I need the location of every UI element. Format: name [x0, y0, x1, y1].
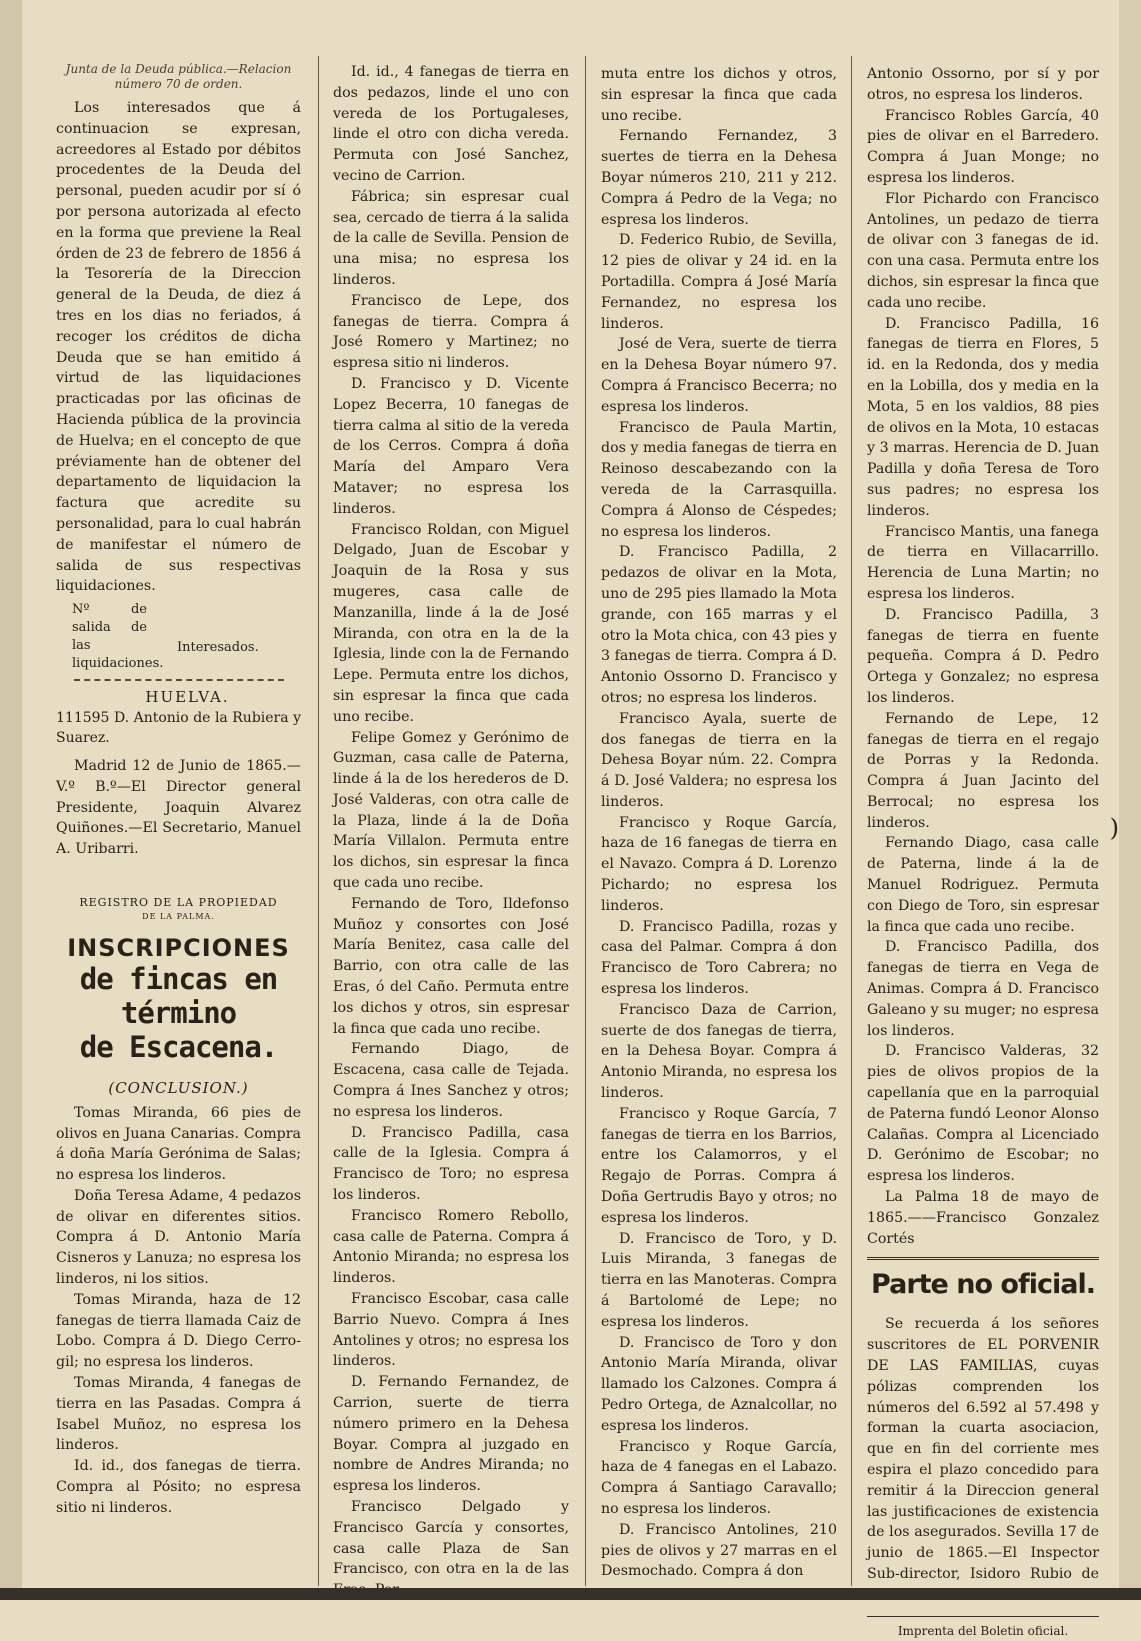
list-item: D. Francisco Padilla, 3 fanegas de tierra en fuente pequeña. Compra á D. Pedro Ortega y Gonzalez; no espresa los linderos. — [867, 606, 1099, 706]
divider — [74, 679, 284, 681]
madrid-signature: Madrid 12 de Junio de 1865.—V.º B.º—El Director general Presidente, Joaquin Alvarez Quiñones.—El Secretario, Manuel A. Uribarri. — [56, 757, 301, 858]
list-item: Francisco Delgado y Francisco García y consortes, casa calle Plaza de San Francisco, con otra en la de las — [333, 1498, 569, 1578]
list-item: Francisco de Paula Martin, dos y media fanegas de tierra en Reinoso descabezando con la vereda de la Carrasquilla. Compra á Alonso de Céspedes; no espresa los linderos. — [601, 419, 837, 540]
list-item: Id. id., dos fanegas de tierra. Compra al Pósito; no espresa sitio ni linderos. — [56, 1458, 301, 1516]
page-right-edge — [1119, 0, 1141, 1600]
list-item: muta entre los dichos y otros, sin espresar la finca que cada uno recibe. — [601, 66, 837, 124]
list-item: D. Francisco Padilla, 16 fanegas de tierra en Flores, 5 id. en la Redonda, dos y media en la Lobilla, dos y media en la Mota, 5 en los valdios, 88 pies de olivos en la Mota, 10 estacas y 3 marras. Herencia de D. Juan Padilla y doña Teresa de Toro sus padres; no espresa los linderos. — [867, 315, 1099, 519]
list-item: D. Francisco Padilla, casa calle de la Iglesia. Compra á Francisco de Toro; no espresa los linderos. — [333, 1124, 569, 1204]
list-item: Id. id., 4 fanegas de tierra en dos pedazos, linde el uno con vereda de los Portugaleses, linde el otro con dicha vereda. Permuta con José Sanchez, vecino de Carrion. — [333, 64, 569, 184]
relacion-header: Junta de la Deuda pública.—Relacion número 70 de orden. — [65, 62, 292, 91]
title-inscripciones: INSCRIPCIONES — [67, 933, 290, 962]
list-item: D. Francisco Valderas, 32 pies de olivos propios de la capellanía que en la parroquial de Paterna fundó Leonor Alonso Calañas. Compra al Licenciado D. Gerónimo de Escobar; no espresa los linderos. — [867, 1043, 1099, 1185]
list-item: D. Francisco de Toro, y D. Luis Miranda, 3 fanegas de tierra en las Manoteras. Compra á Bartolomé de Lepe; no espresa los linderos. — [601, 1230, 837, 1330]
list-item: Fernando de Toro, Ildefonso Muñoz y consortes con José María Benitez, casa calle del Barrio, con otra calle de las Eras, ó del Caño. Permuta entre los dichos y otros, sin espresar la finca que cada uno recibe. — [333, 895, 569, 1037]
notice-paragraph: Se recuerda á los señores suscritores de EL PORVENIR DE LAS FAMILIAS, cuyas pólizas comprenden los números del 6.592 al 57.498 y forman la cuarta asociacion, que en fin del corriente mes espira el plazo concedido para remitir á la Direccion general las justificaciones de existencia de los asegurados. Sevilla 17 de junio de 1865.—El Inspector Sub-director, Isidoro Rubio de — [867, 1316, 1099, 1582]
list-item: D. Francisco y D. Vicente Lopez Becerra, 10 fanegas de tierra calma al sitio de la vereda de los Cerros. Compra á doña María del Amparo Vera Mataver; no espresa los linderos. — [333, 375, 569, 517]
column-1 — [56, 62, 301, 1519]
registro-subtitle: DE LA PALMA. — [142, 911, 215, 921]
list-item: Tomas Miranda, 4 fanegas de tierra en las Pasadas. Compra á Isabel Muñoz, no espresa los linderos. — [56, 1375, 301, 1454]
list-item: Francisco Roldan, con Miguel Delgado, Juan de Escobar y Joaquin de la Rosa y sus mugeres, casa calle de Manzanilla, linde á la de José Miranda, con otra en la de la Iglesia, linde con la de Fernando Lepe. Permuta entre los dichos, sin espresar la finca que cada uno recibe. — [333, 521, 569, 725]
list-item: Tomas Miranda, haza de 12 fanegas de tierra llamada Caiz de Lobo. Compra á D. Diego Cerro-gil; no espresa los linderos. — [56, 1291, 301, 1371]
list-item: Francisco y Roque García, 7 fanegas de tierra en los Barrios, entre los Calamorros, y el Regajo de Porras. Compra á Doña Gertrudis Bayo y otros; no espresa los linderos. — [601, 1105, 837, 1226]
list-item: Antonio Ossorno, por sí y por otros, no espresa los linderos. — [867, 66, 1099, 103]
column-3 — [601, 64, 837, 1582]
list-item: Fernando Diago, de Escacena, casa calle de Tejada. Compra á Ines Sanchez y otros; no espresa los linderos. — [333, 1041, 569, 1120]
list-item: Doña Teresa Adame, 4 pedazos de olivar en diferentes sitios. Compra á D. Antonio María Cisneros y Lanuza; no espresa los linderos, ni los sitios. — [56, 1187, 301, 1288]
list-item: D. Fernando Fernandez, de Carrion, suerte de tierra número primero en la Dehesa Boyar. Compra al juzgado en nombre de Andres Miranda; no espresa los linderos. — [333, 1374, 569, 1495]
list-item: Francisco Robles García, 40 pies de olivar en el Barredero. Compra á Juan Monge; no espresa los linderos. — [867, 107, 1099, 186]
list-item: D. Francisco de Toro y don Antonio María Miranda, olivar llamado los Calzones. Compra á Pedro Ortega, de Aznalcollar, no espresa los linderos. — [601, 1334, 837, 1434]
page-bottom-edge — [0, 1588, 1141, 1600]
th-interesados: Interesados. — [177, 640, 259, 656]
list-item: Francisco Ayala, suerte de dos fanegas de tierra en la Dehesa Boyar núm. 22. Compra á D. José Valdera; no espresa los linderos. — [601, 710, 837, 810]
table-header — [56, 601, 301, 673]
list-item: Fernando Diago, casa calle de Paterna, linde á la de Manuel Rodriguez. Permuta con Diego de Toro, sin espresar la finca que cada uno recibe. — [867, 835, 1099, 935]
list-item: Felipe Gomez y Gerónimo de Guzman, casa calle de Paterna, linde á la de los herederos de D. José Valderas, con otra calle de la Plaza, linde á la de Doña María Villalon. Permuta entre los dichos, sin espresar la finca que cada uno recibe. — [333, 729, 569, 892]
page-left-edge — [0, 0, 22, 1600]
list-item: D. Francisco Padilla, rozas y casa del Palmar. Compra á don Francisco de Toro Cabrera; no espresa los linderos. — [601, 918, 837, 998]
column-2 — [333, 62, 569, 1601]
province-heading: HUELVA. — [145, 688, 230, 707]
th-numero: Nº de salida de las liquidaciones. — [72, 602, 164, 672]
list-item: Tomas Miranda, 66 pies de olivos en Juana Canarias. Compra á doña María Gerónima de Salas; no espresa los linderos. — [56, 1104, 301, 1184]
margin-bracket-icon: ) — [1109, 814, 1119, 842]
column-rule — [585, 56, 586, 1586]
table-row: 111595 D. Antonio de la Rubiera y Suarez. — [56, 709, 301, 746]
column-4 — [867, 64, 1099, 1641]
intro-paragraph: Los interesados que á continuacion se expresan, acreedores al Estado por débitos procedentes de la Deuda del personal, pueden acudir por sí ó por persona autorizada al efecto en la forma que previene la Real órden de 23 de febrero de 1856 á la Tesorería de la Direccion general de la Deuda, de diez á tres en los dias no feriados, á recoger los créditos de dicha Deuda que se han emitido á virtud de las liquidaciones practicadas por las oficinas de Hacienda pública de la provincia de Huelva; en el concepto de que préviamente han de obtener del departamento de liquidacion la factura que acredite su personalidad, para lo cual habrán de manifestar el número de salida de sus respectivas liquidaciones. — [56, 100, 301, 595]
registro-heading — [56, 896, 301, 924]
list-item: Francisco y Roque García, haza de 16 fanegas de tierra en el Navazo. Compra á D. Lorenzo Pichardo; no espresa los linderos. — [601, 814, 837, 914]
list-item: José de Vera, suerte de tierra en la Dehesa Boyar número 97. Compra á Francisco Becerra; no espresa los linderos. — [601, 336, 837, 415]
title-escacena: de Escacena. — [79, 1029, 278, 1064]
column-rule — [318, 56, 319, 1586]
title-fincas: de fincas en término — [79, 961, 278, 1030]
list-item: D. Francisco Padilla, dos fanegas de tierra en Vega de Animas. Compra á D. Francisco Galeano y su muger; no espresa los linderos. — [867, 939, 1099, 1039]
list-item: D. Francisco Antolines, 210 pies de olivos y 27 marras en el Desmochado. Compra á don — [601, 1521, 837, 1580]
list-item: Francisco Romero Rebollo, casa calle de Paterna. Compra á Antonio Miranda; no espresa los linderos. — [333, 1207, 569, 1287]
imprint-line: Imprenta del Boletin oficial. — [867, 1616, 1099, 1641]
list-item: Francisco y Roque García, haza de 4 fanegas en el Labazo. Compra á Santiago Caravallo; no espresa los linderos. — [601, 1438, 837, 1517]
divider — [867, 1257, 1099, 1260]
list-item: Fábrica; sin espresar cual sea, cercado de tierra á la salida de la calle de Sevilla. Pension de una misa; no espresa los linderos. — [333, 188, 569, 288]
list-item: Flor Pichardo con Francisco Antolines, un pedazo de tierra de olivar con 3 fanegas de id. con una casa. Permuta entre los dichos, sin espresar la finca que cada uno recibe. — [867, 190, 1099, 311]
list-item: Francisco de Lepe, dos fanegas de tierra. Compra á José Romero y Martinez; no espresa sitio ni linderos. — [333, 292, 569, 372]
list-item: Fernando de Lepe, 12 fanegas de tierra en el regajo de Porras y la Redonda. Compra á Juan Jacinto del Berrocal; no espresa los linderos. — [867, 710, 1099, 831]
conclusion-label: (CONCLUSION.) — [108, 1078, 249, 1097]
list-item: D. Francisco Padilla, 2 pedazos de olivar en la Mota, uno de 295 pies llamado la Mota grande, con 165 marras y el otro la Mota chica, con 43 pies y 3 fanegas de tierra. Compra á D. Antonio Ossorno D. Francisco y otros; no espresa los linderos. — [601, 544, 837, 706]
list-item: Francisco Daza de Carrion, suerte de dos fanegas de tierra, en la Dehesa Boyar. Compra á Antonio Miranda, no espresa los linderos. — [601, 1001, 837, 1102]
registro-title: REGISTRO DE LA PROPIEDAD — [79, 895, 278, 909]
column-rule — [851, 56, 852, 1586]
section-title-parte-no-oficial: Parte no oficial. — [871, 1269, 1095, 1301]
list-item: D. Federico Rubio, de Sevilla, 12 pies de olivar y 24 id. en la Portadilla. Compra á José María Fernandez, no espresa los linderos. — [601, 232, 837, 332]
signature: La Palma 18 de mayo de 1865.——Francisco Gonzalez Cortés — [867, 1189, 1099, 1247]
list-item: Fernando Fernandez, 3 suertes de tierra en la Dehesa Boyar números 210, 211 y 212. Compra á Pedro de la Vega; no espresa los linderos. — [601, 128, 837, 228]
list-item: Francisco Escobar, casa calle Barrio Nuevo. Compra á Ines Antolines y otros; no espresa los linderos. — [333, 1291, 569, 1370]
list-item: Francisco Mantis, una fanega de tierra en Villacarrillo. Herencia de Luna Martin; no espresa los linderos. — [867, 523, 1099, 602]
